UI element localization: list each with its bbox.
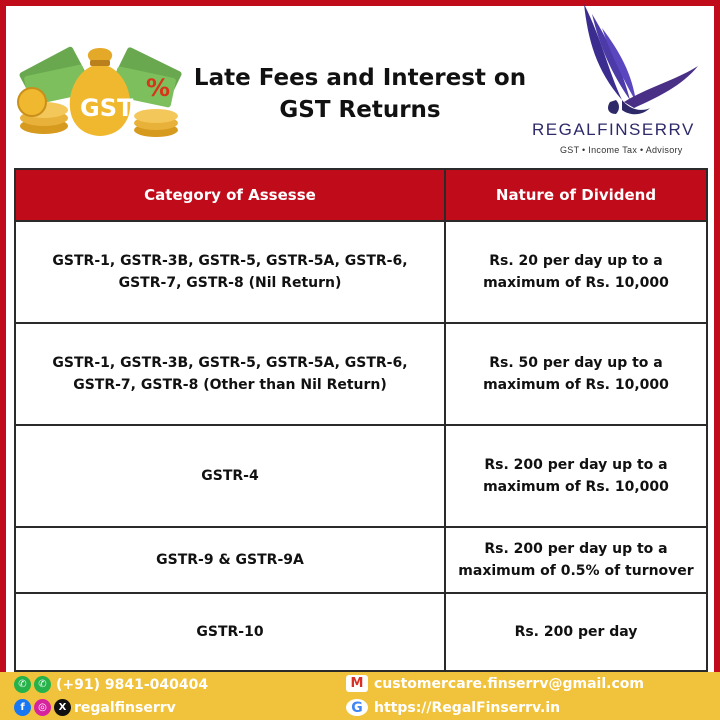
phone-contact[interactable]	[14, 676, 208, 693]
category-cell: GSTR-10	[15, 593, 445, 671]
website-link[interactable]	[346, 699, 560, 716]
category-cell: GSTR-4	[15, 425, 445, 527]
brand-tagline: GST • Income Tax • Advisory	[560, 145, 683, 155]
facebook-icon: f	[14, 699, 31, 716]
column-header-category: Category of Assesse	[15, 169, 445, 221]
gst-percent-symbol: %	[146, 74, 171, 102]
gst-bag-label: GST	[80, 94, 134, 122]
social-handle[interactable]	[14, 699, 176, 716]
fee-cell: Rs. 200 per day up to a maximum of Rs. 10,000	[445, 425, 707, 527]
website-url: https://RegalFinserrv.in	[374, 699, 561, 716]
email-contact[interactable]	[346, 675, 644, 692]
phone-icon: ✆	[14, 676, 31, 693]
table-row	[15, 323, 707, 425]
whatsapp-icon: ✆	[34, 676, 51, 693]
social-handle-text: regalfinserrv	[74, 699, 176, 716]
table-header-row	[15, 169, 707, 221]
fee-cell: Rs. 20 per day up to a maximum of Rs. 10,000	[445, 221, 707, 323]
title-line-2: GST Returns	[279, 97, 441, 123]
table-row	[15, 527, 707, 593]
gmail-icon: M	[346, 675, 368, 692]
category-cell: GSTR-1, GSTR-3B, GSTR-5, GSTR-5A, GSTR-6, GSTR-7, GSTR-8 (Nil Return)	[15, 221, 445, 323]
fee-cell: Rs. 200 per day	[445, 593, 707, 671]
email-address: customercare.finserrv@gmail.com	[374, 675, 644, 692]
category-cell: GSTR-9 & GSTR-9A	[15, 527, 445, 593]
table-row	[15, 425, 707, 527]
title-line-1: Late Fees and Interest on	[193, 65, 527, 91]
page-title	[180, 62, 540, 126]
table-row	[15, 593, 707, 671]
phone-number: (+91) 9841-040404	[56, 676, 209, 693]
instagram-icon: ◎	[34, 699, 51, 716]
late-fees-table	[14, 168, 708, 672]
fee-cell: Rs. 200 per day up to a maximum of 0.5% of turnover	[445, 527, 707, 593]
table-row	[15, 221, 707, 323]
google-icon: G	[346, 699, 368, 716]
brand-name: REGALFINSERRV	[532, 120, 695, 139]
category-cell: GSTR-1, GSTR-3B, GSTR-5, GSTR-5A, GSTR-6, GSTR-7, GSTR-8 (Other than Nil Return)	[15, 323, 445, 425]
x-twitter-icon: X	[54, 699, 71, 716]
column-header-nature: Nature of Dividend	[445, 169, 707, 221]
contact-footer	[0, 672, 720, 720]
fee-cell: Rs. 50 per day up to a maximum of Rs. 10,000	[445, 323, 707, 425]
